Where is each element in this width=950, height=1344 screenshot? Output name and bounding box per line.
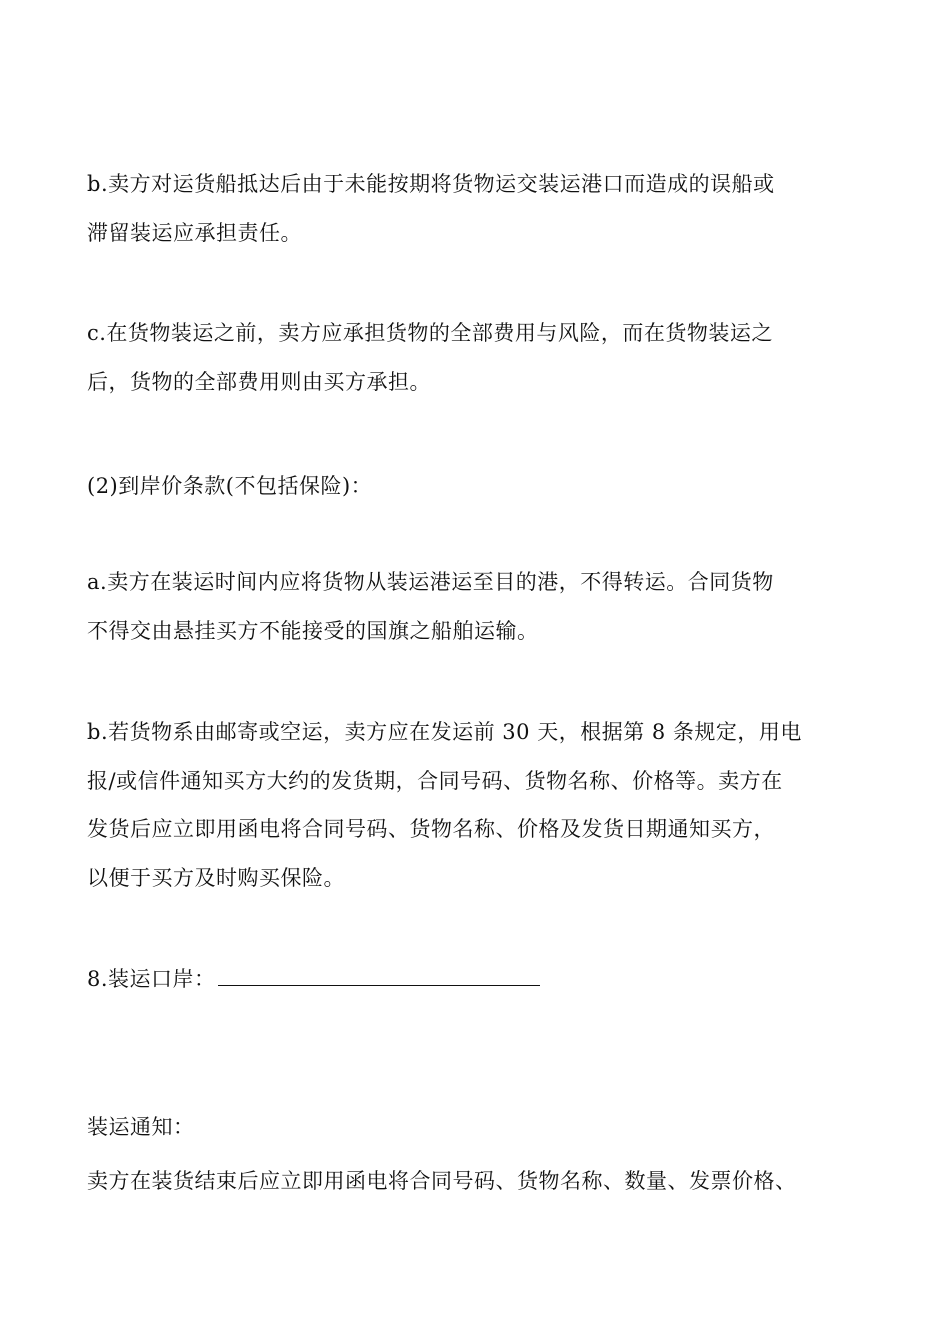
paragraph-shipping-notice-body <box>87 1157 877 1206</box>
text-line: 以便于买方及时购买保险。 <box>87 865 345 890</box>
section-heading-cfr-terms <box>87 462 877 511</box>
text-line: 不得交由悬挂买方不能接受的国旗之船舶运输。 <box>87 618 539 643</box>
paragraph-cost-and-risk <box>87 309 877 406</box>
text-line: 发货后应立即用函电将合同号码、货物名称、价格及发货日期通知买方， <box>87 817 775 841</box>
text-line: a.卖方在装运时间内应将货物从装运港运至目的港，不得转运。合同货物 <box>87 570 774 594</box>
paragraph-no-transshipment <box>87 558 877 655</box>
text-line: c.在货物装运之前，卖方应承担货物的全部费用与风险，而在货物装运之 <box>87 321 773 345</box>
text-line: 滞留装运应承担责任。 <box>87 220 302 245</box>
text-line <box>87 955 877 1004</box>
text-line: 装运通知： <box>87 1115 195 1139</box>
text-line: 卖方在装货结束后应立即用函电将合同号码、货物名称、数量、发票价格、 <box>87 1169 797 1193</box>
loading-port-blank <box>218 965 540 986</box>
section-heading-shipping-notice <box>87 1103 877 1152</box>
text-line: b.卖方对运货船抵达后由于未能按期将货物运交装运港口而造成的误船或 <box>87 172 775 196</box>
paragraph-seller-liability-delay <box>87 160 877 257</box>
paragraph-mail-or-air-shipment <box>87 708 877 902</box>
text-line: b.若货物系由邮寄或空运，卖方应在发运前 30 天，根据第 8 条规定，用电 <box>87 720 802 744</box>
text-line: 后，货物的全部费用则由买方承担。 <box>87 369 431 394</box>
loading-port-label: 8.装运口岸： <box>87 967 216 991</box>
text-line: (2)到岸价条款(不包括保险)： <box>87 474 373 498</box>
loading-port-field <box>87 955 877 1004</box>
text-line: 报/或信件通知买方大约的发货期，合同号码、货物名称、价格等。卖方在 <box>87 768 783 793</box>
